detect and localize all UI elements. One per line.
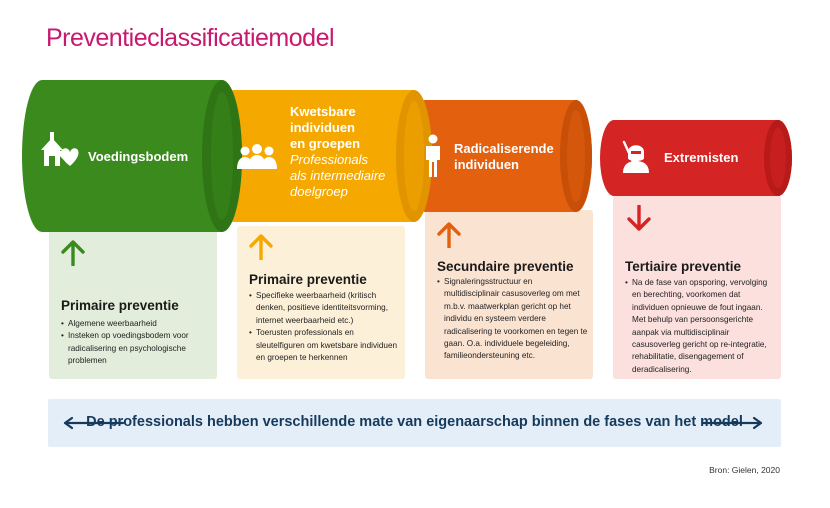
group-icon — [236, 142, 278, 170]
list-item: • Insteken op voedingsbodem voor radicalisering en psychologische problemen — [61, 330, 211, 367]
cylinder-label: Kwetsbare individuen en groepen Professionals als intermediaire doelgroep — [290, 104, 386, 199]
list-item: • Algemene weerbaarheid — [61, 318, 211, 330]
person-icon — [424, 134, 442, 178]
ownership-banner — [48, 399, 781, 447]
cylinder-label: Voedingsbodem — [88, 149, 189, 164]
arrow-right-icon — [701, 416, 763, 430]
house-heart-icon — [38, 130, 80, 170]
list-item: • Toerusten professionals en sleutelfiguren om kwetsbare individuen en groepen te herkennen — [249, 327, 401, 364]
panel-heading: Primaire preventie — [249, 272, 367, 287]
cylinder-label: Extremisten — [664, 150, 739, 165]
list-item: • Na de fase van opsporing, vervolging en berechting, voorkomen dat individuen opnieuwe de fout ingaan. Met behulp van persoonsgerichte aanpak via multidisciplinair casusoverleg gericht op re-integratie, rehabilitatie, disengagement of deradicalisering. — [625, 277, 777, 376]
panel-heading: Primaire preventie — [61, 298, 179, 313]
list-item: • Specifieke weerbaarheid (kritisch denken, positieve identiteitsvorming, internet weerbaarheid etc.) — [249, 290, 401, 327]
panel-heading: Secundaire preventie — [437, 259, 574, 274]
source-note: Bron: Gielen, 2020 — [709, 465, 780, 475]
panel-heading: Tertiaire preventie — [625, 259, 742, 274]
banner-text: De professionals hebben verschillende mate van eigenaarschap binnen de fases van het model — [86, 414, 743, 430]
masked-extremist-icon — [620, 138, 652, 174]
cylinder-label: Radicaliserende individuen — [454, 141, 554, 172]
page-title: Preventieclassificatiemodel — [46, 24, 335, 52]
list-item: • Signaleringsstructuur en multidisciplinair casusoverleg om met m.b.v. maatwerkplan gericht op het individu en systeem verdere radicalisering te voorkomen en tegen te gaan. O.a. individuele begeleiding, familieondersteuning etc. — [437, 276, 589, 363]
